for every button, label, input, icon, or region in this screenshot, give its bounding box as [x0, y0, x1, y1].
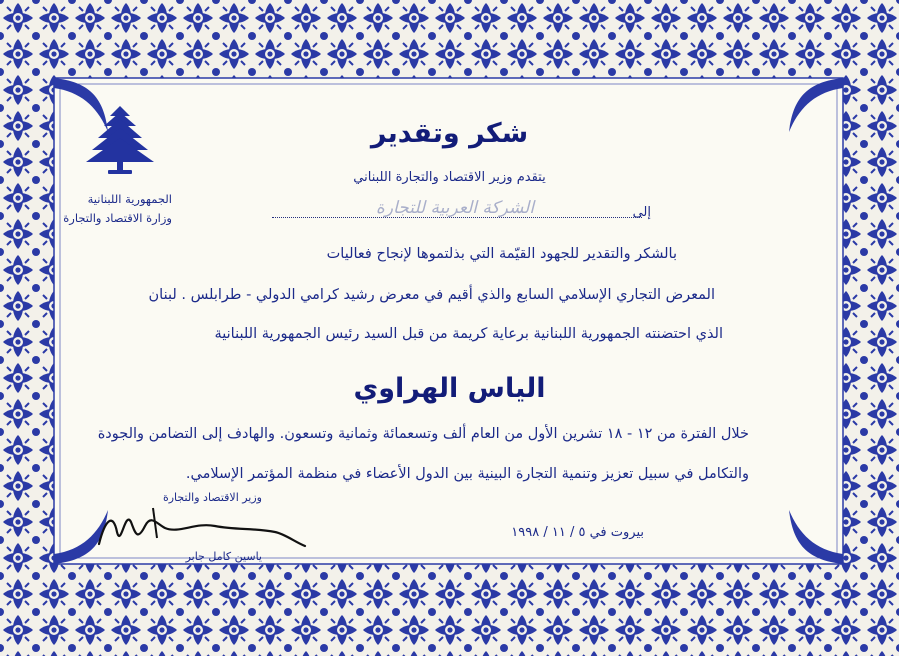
signatory-name: ياسين كامل جابر [185, 550, 262, 563]
issue-date: بيروت في ٥ / ١١ / ١٩٩٨ [511, 525, 644, 540]
recipient-name: الشركة العربية للتجارة [375, 198, 535, 218]
body-line-1: بالشكر والتقدير للجهود القيّمة التي بذلتموها لإنجاح فعاليات [326, 246, 677, 262]
body-line-3: الذي احتضنته الجمهورية اللبنانية برعاية كريمة من قبل السيد رئيس الجمهورية اللبنانية [214, 326, 723, 342]
body-line-5: والتكامل في سبيل تعزيز وتنمية التجارة البينية بين الدول الأعضاء في منظمة المؤتمر الإسلامي. [185, 466, 749, 482]
recipient-label: إلى [632, 205, 651, 220]
intro-line: يتقدم وزير الاقتصاد والتجارة اللبناني [353, 170, 546, 185]
body-line-4: خلال الفترة من ١٢ - ١٨ تشرين الأول من العام ألف وتسعمائة وثمانية وتسعون. والهادف إلى التضامن والجودة [97, 426, 749, 442]
certificate-title: شكر وتقدير [370, 118, 529, 149]
issuer-republic: الجمهورية اللبنانية [87, 192, 172, 206]
president-name: الياس الهراوي [353, 373, 546, 404]
body-line-2: المعرض التجاري الإسلامي السابع والذي أقيم في معرض رشيد كرامي الدولي - طرابلس . لبنان [148, 287, 715, 303]
signatory-title: وزير الاقتصاد والتجارة [162, 491, 262, 504]
signature-image [95, 502, 315, 554]
issuer-ministry: وزارة الاقتصاد والتجارة [63, 211, 172, 225]
